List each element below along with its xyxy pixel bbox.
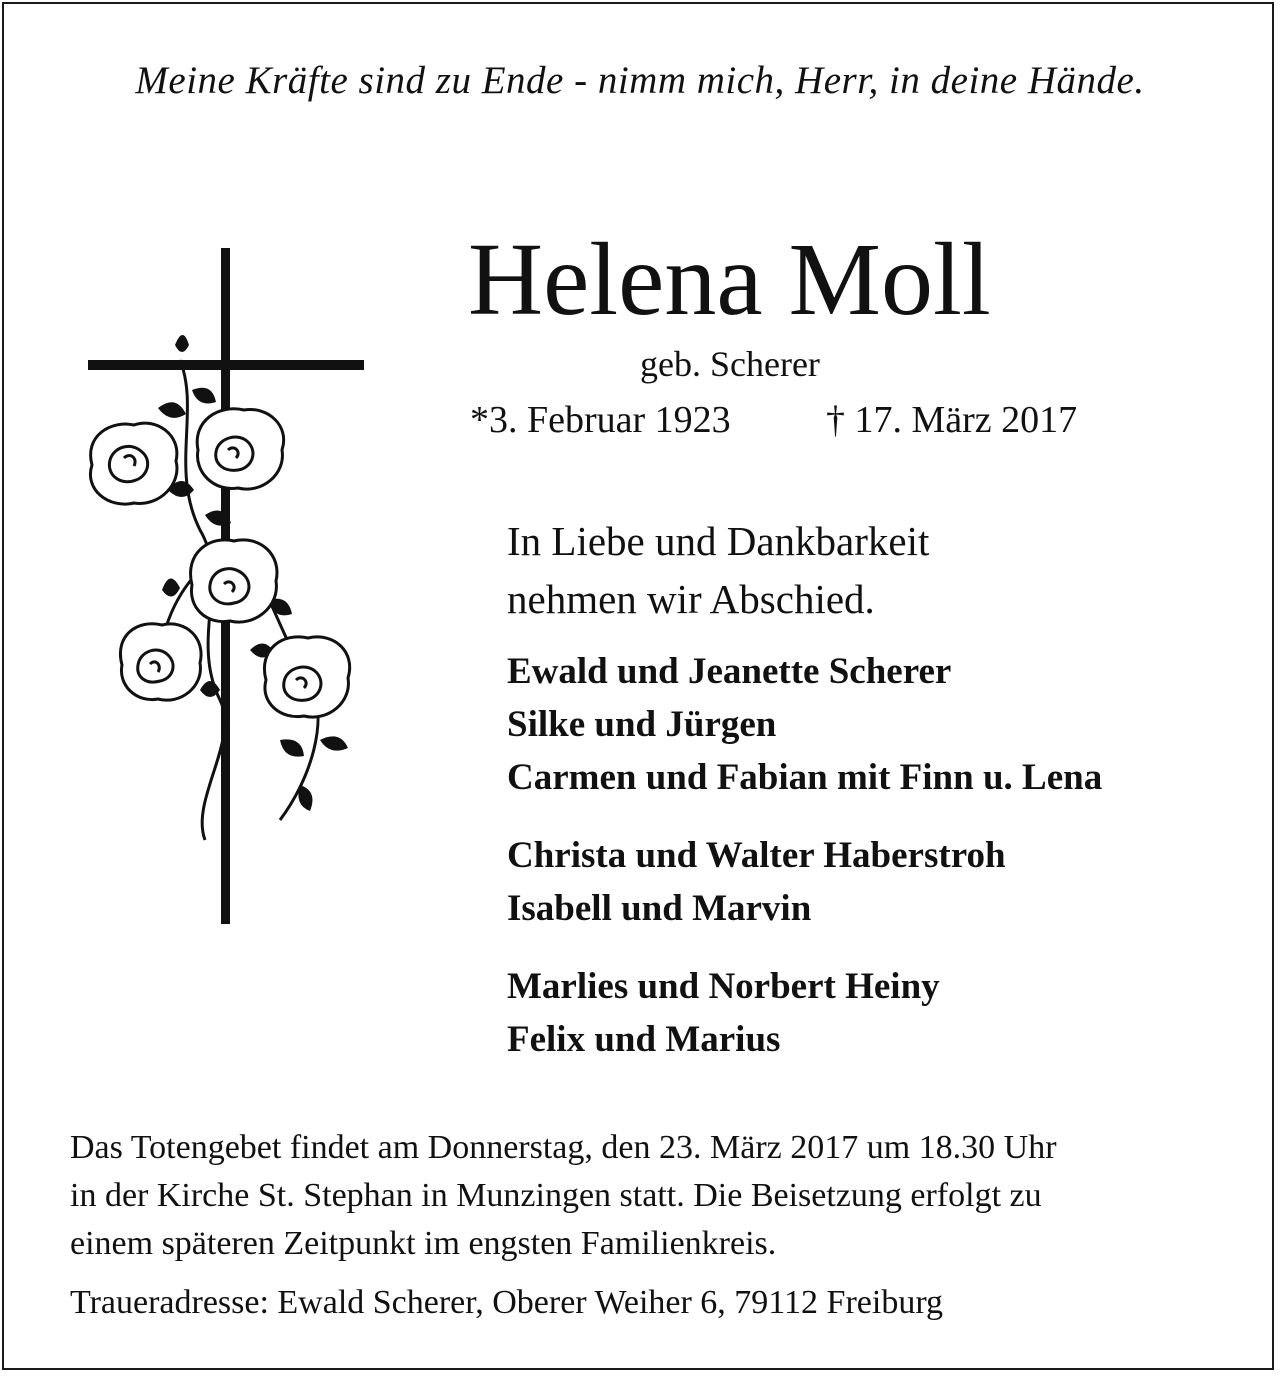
family-group (507, 829, 1102, 935)
mourner-line: Isabell und Marvin (507, 888, 812, 929)
cross-with-roses-icon (80, 240, 380, 930)
motto: Meine Kräfte sind zu Ende - nimm mich, Herr, in deine Hände. (135, 59, 1145, 102)
service-info-line: in der Kirche St. Stephan in Munzingen statt. Die Beisetzung erfolgt zu (70, 1177, 1042, 1214)
mourner-line: Marlies und Norbert Heiny (507, 966, 940, 1007)
mourner-line: Christa und Walter Haberstroh (507, 835, 1006, 876)
mourner-line: Felix und Marius (507, 1019, 781, 1060)
service-info-line: Das Totengebet findet am Donnerstag, den 23. März 2017 um 18.30 Uhr (70, 1129, 1057, 1166)
farewell-line: In Liebe und Dankbarkeit (507, 518, 930, 564)
mourner-line: Silke und Jürgen (507, 704, 777, 745)
farewell-text (507, 512, 929, 628)
mourners-list (507, 645, 1102, 1091)
death-date: † 17. März 2017 (826, 399, 1078, 441)
maiden-name: geb. Scherer (640, 344, 820, 384)
mourner-line: Ewald und Jeanette Scherer (507, 651, 952, 692)
farewell-line: nehmen wir Abschied. (507, 576, 875, 622)
mourner-line: Carmen und Fabian mit Finn u. Lena (507, 757, 1103, 798)
service-info-line: einem späteren Zeitpunkt im engsten Familienkreis. (70, 1225, 777, 1262)
service-info (70, 1124, 1230, 1268)
family-group (507, 645, 1102, 804)
mourning-address: Traueradresse: Ewald Scherer, Oberer Weiher 6, 79112 Freiburg (70, 1284, 944, 1321)
birth-date: *3. Februar 1923 (470, 399, 731, 441)
deceased-name: Helena Moll (468, 222, 991, 337)
family-group (507, 960, 1102, 1066)
